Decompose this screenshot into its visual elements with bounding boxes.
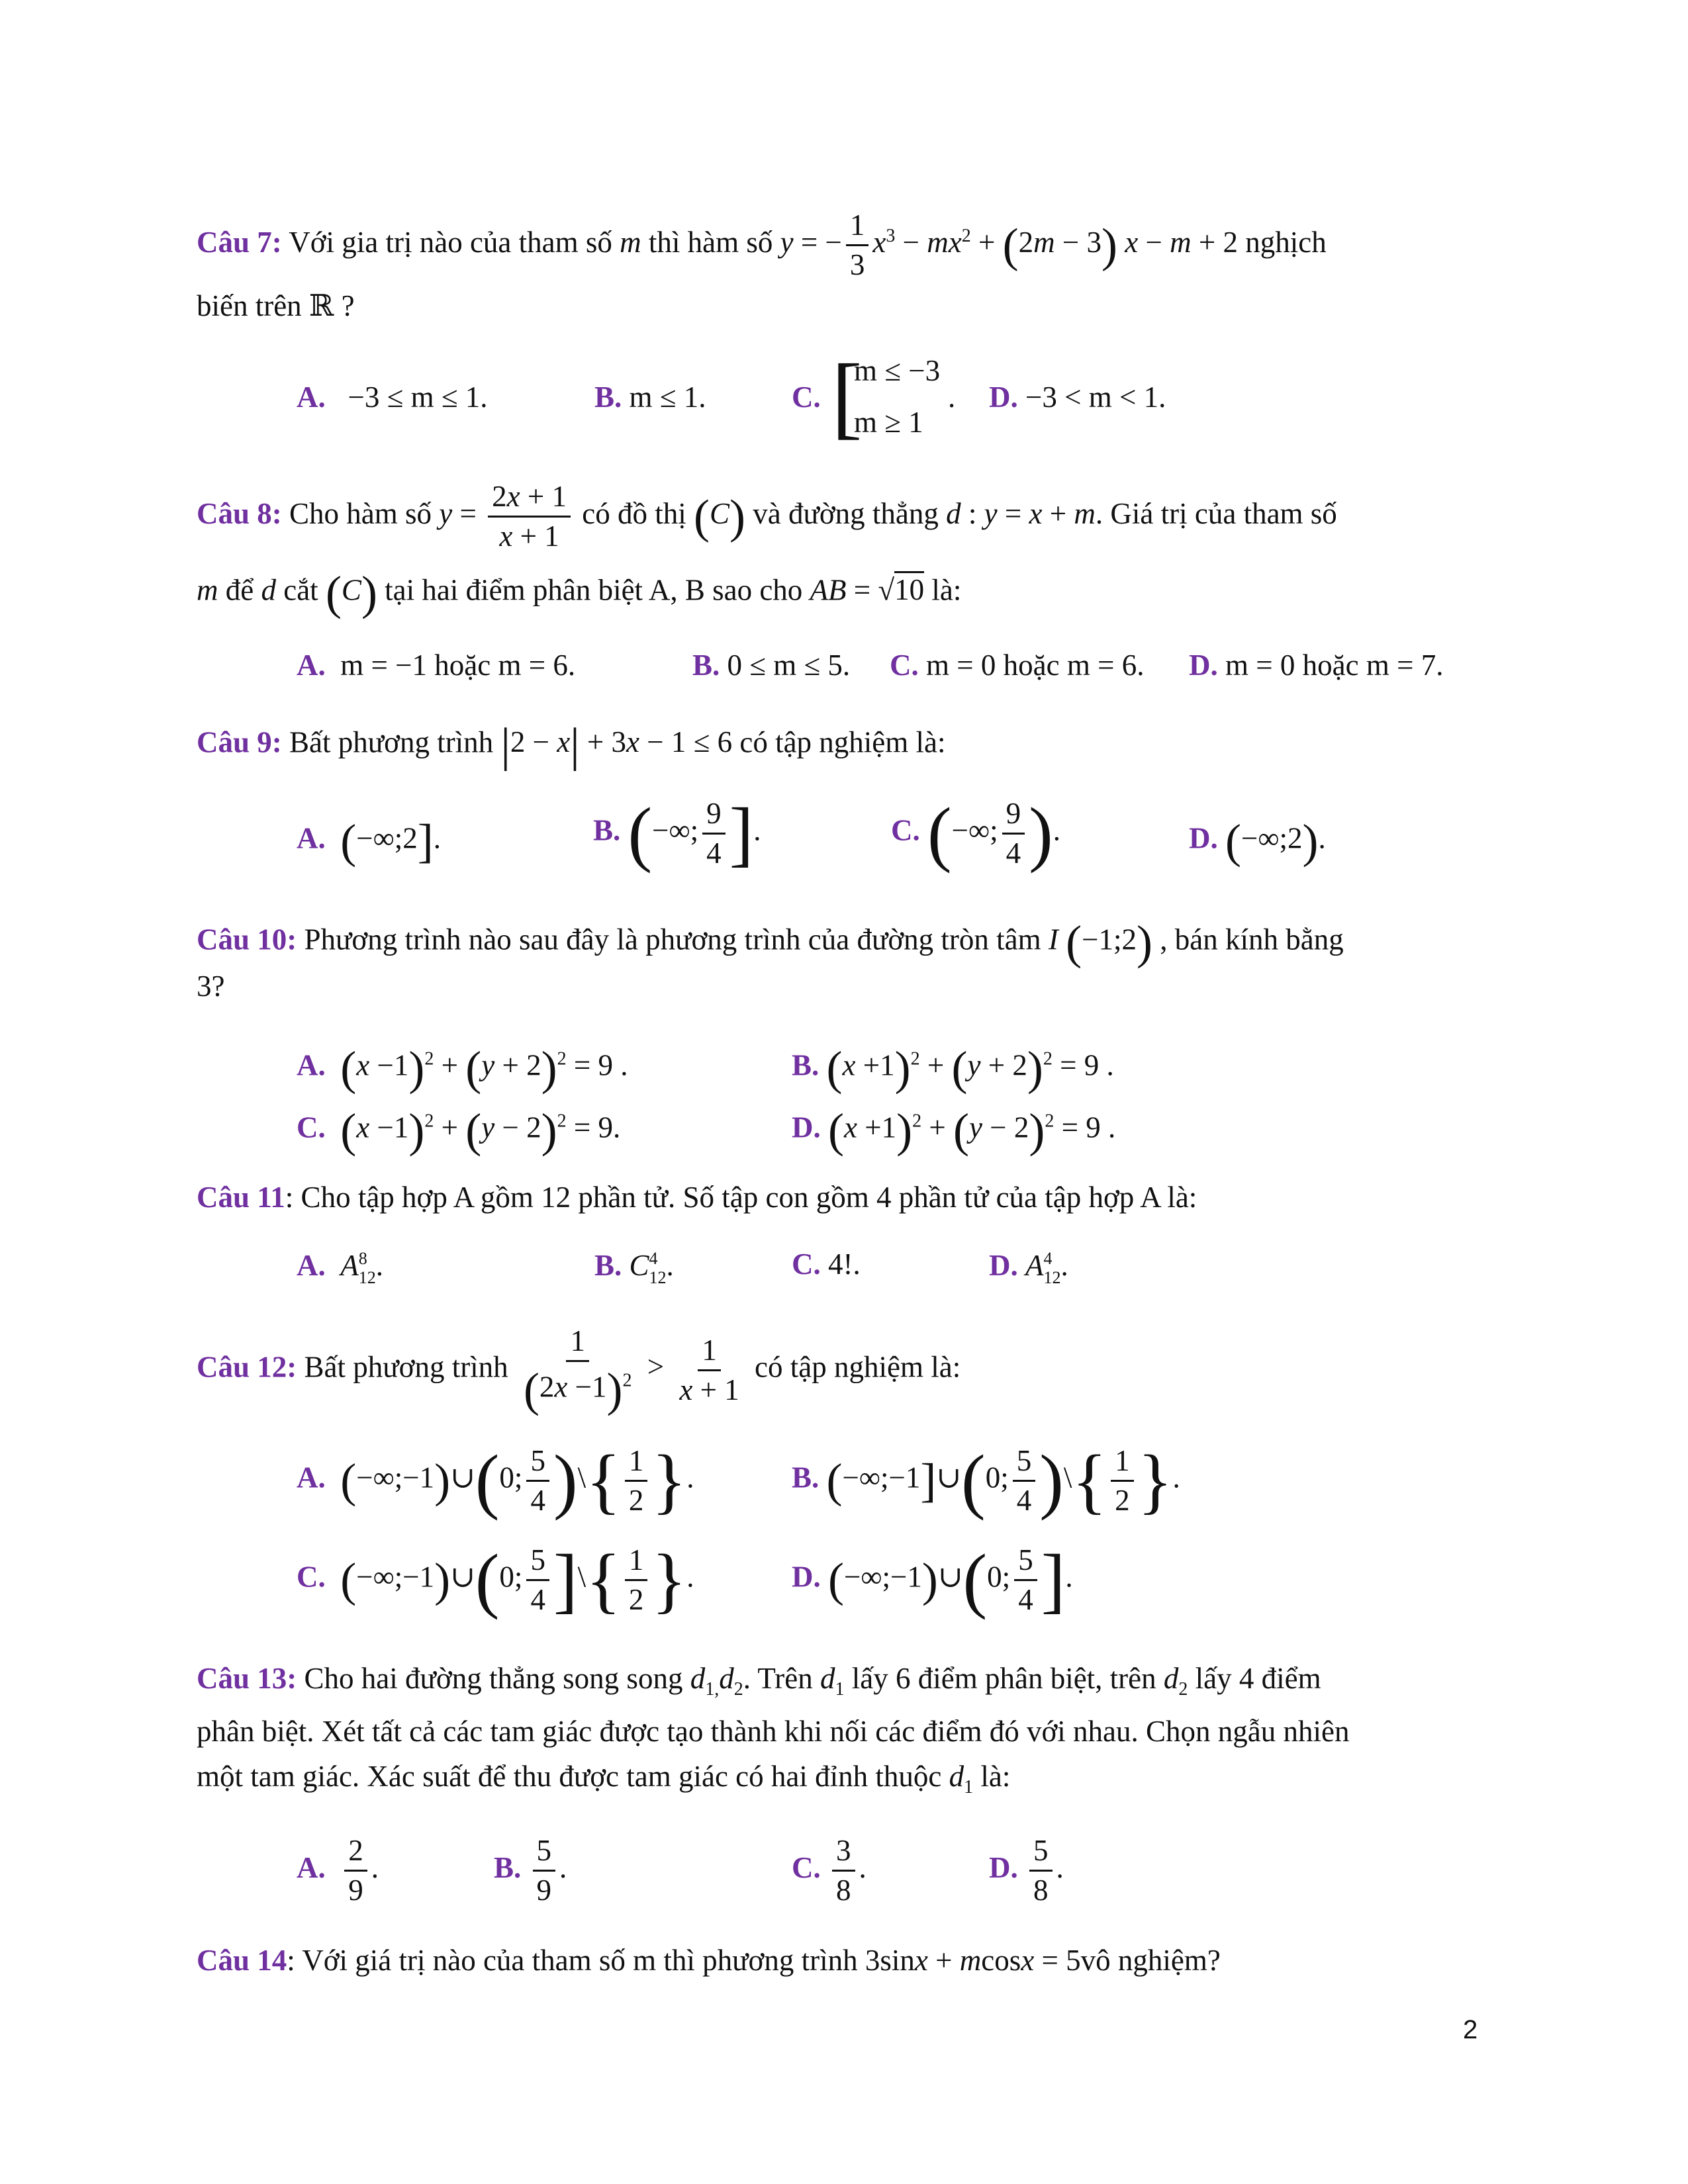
question-9-option-a: A. (−∞;2]. — [297, 815, 441, 868]
question-8-text-a: Cho hàm số — [289, 496, 432, 530]
question-8-option-a — [297, 651, 575, 680]
question-11-label: Câu 11 — [197, 1181, 285, 1214]
question-9 — [197, 719, 946, 772]
question-12-label: Câu 12: — [197, 1350, 297, 1384]
question-7-option-c-dot: . — [948, 381, 956, 414]
question-10-option-c: C. $(x -1)^2 + (y - 2)^2 = 9$. — [297, 1104, 621, 1157]
question-9-text-b: có tập nghiệm là: — [739, 725, 946, 759]
option-label-d: D. — [989, 381, 1018, 414]
question-8-option-d — [1189, 651, 1443, 680]
question-7-option-c-bracket: [ — [831, 345, 863, 448]
question-11-text: : Cho tập hợp A gồm 12 phần tử. Số tập con gồm 4 phần tử của tập hợp A là: — [285, 1181, 1197, 1214]
question-9-label: Câu 9: — [197, 725, 282, 759]
option-label-a: A. — [297, 649, 326, 682]
question-14: Câu 14: Với giá trị nào của tham số m thì phương trình 3sinx + mcosx = 5vô nghiệm? — [197, 1944, 1221, 1977]
question-10-label: Câu 10: — [197, 923, 297, 956]
option-label-a: A. — [297, 381, 326, 414]
question-11-option-c: C. 4!. — [792, 1248, 861, 1281]
question-7-option-c — [792, 383, 821, 412]
option-b-text: 0 ≤ m ≤ 5. — [727, 649, 851, 682]
question-8: Câu 8: Cho hàm số y = $\frac{2x + 1}{x + 1}$ có đồ thị (C) và đường thẳng d : y = x + m. Giá trị của tham số — [197, 480, 1337, 553]
question-7-option-c-line1: m ≤ −3 — [854, 354, 941, 387]
question-13-text-c: lấy 6 điểm phân biệt, trên — [851, 1662, 1156, 1695]
page-number: 2 — [1463, 2015, 1478, 2044]
q13-line3-b: là: — [980, 1760, 1011, 1793]
question-10-text-b: , bán kính bằng — [1160, 923, 1344, 956]
question-11-option-a: A. A 8 12 . — [297, 1248, 383, 1287]
option-label-b: B. — [692, 649, 720, 682]
question-12-option-d: D. (−∞;−1)∪(0; $\frac{5}{4}$ ]. — [792, 1539, 1073, 1620]
question-8-label: Câu 8: — [197, 496, 282, 530]
question-9-option-c: C. (−∞; $\frac{9}{4}$ ). — [891, 793, 1060, 874]
question-14-label: Câu 14 — [197, 1944, 287, 1977]
question-13-option-b: B. $\frac{5}{9}$ . — [494, 1834, 567, 1907]
question-12-inequality: $\frac{1}{(2x -1)^2}$ > $\frac{1}{x + 1}$ — [523, 1324, 739, 1416]
question-14-text-b: vô nghiệm? — [1080, 1944, 1221, 1977]
question-7-label: Câu 7: — [197, 225, 282, 259]
question-8-function: y = $\frac{2x + 1}{x + 1}$ — [439, 497, 575, 530]
question-13-text-d: lấy 4 điểm — [1195, 1662, 1321, 1695]
question-7-option-d — [989, 383, 1166, 412]
question-7: Câu 7: Với gia trị nào của tham số m thì hàm số y = − $\frac{1}{3}$ $x^3 - mx^2 + (2m - 3) x - m + 2$ nghịch — [197, 208, 1327, 281]
option-label-c: C. — [792, 381, 821, 414]
question-7-text-c: nghịch — [1245, 225, 1327, 259]
question-10-text: Phương trình nào sau đây là phương trình của đường tròn tâm — [304, 923, 1041, 956]
question-13-label: Câu 13: — [197, 1662, 297, 1695]
question-11 — [197, 1183, 1197, 1212]
question-10-option-b: B. $(x +1)^2 + (y + 2)^2 = 9$ . — [792, 1042, 1114, 1095]
option-b-text: m ≤ 1. — [629, 381, 706, 414]
question-12 — [197, 1326, 961, 1414]
option-label-d: D. — [1189, 649, 1218, 682]
question-10-option-d: D. $(x +1)^2 + (y - 2)^2 = 9$ . — [792, 1104, 1116, 1157]
question-13-line2: phân biệt. Xét tất cả các tam giác được tạo thành khi nối các điểm đó với nhau. Chọn ngẫu nhiên — [197, 1715, 1350, 1748]
question-13-option-c: C. $\frac{3}{8}$ . — [792, 1834, 867, 1907]
question-8-option-c — [890, 651, 1144, 680]
option-d-text: m = 0 hoặc m = 7. — [1225, 649, 1444, 682]
q8-line2-c: tại hai điểm phân biệt A, B sao cho — [385, 573, 803, 607]
question-12-option-c: C. (−∞;−1)∪(0; $\frac{5}{4}$ ]\{ $\frac{1}{2}$ }. — [297, 1539, 694, 1620]
question-10: Câu 10: Phương trình nào sau đây là phương trình của đường tròn tâm I (−1;2) , bán kính bằng — [197, 916, 1344, 969]
question-13-option-a: A. $\frac{2}{9}$ . — [297, 1834, 379, 1907]
question-13-text-a: Cho hai đường thẳng song song — [304, 1662, 683, 1695]
q8-line2-d: là: — [931, 573, 962, 607]
question-8-text-b: có đồ thị — [582, 496, 686, 530]
question-9-inequality: |2 − x| + 3x − 1 ≤ 6 — [500, 719, 733, 772]
question-13-option-d: D. $\frac{5}{8}$ . — [989, 1834, 1064, 1907]
question-7-text-b: thì hàm số — [648, 225, 773, 259]
question-7-text: Với gia trị nào của tham số — [289, 225, 612, 259]
question-7-option-b — [594, 383, 706, 412]
q8-line2-b: cắt — [283, 573, 318, 607]
question-13-line3: một tam giác. Xác suất để thu được tam giác có hai đỉnh thuộc $d_1$ là: — [197, 1760, 1011, 1797]
question-10-option-a: A. $(x -1)^2 + (y + 2)^2 = 9$ . — [297, 1042, 628, 1095]
q13-line3-a: một tam giác. Xác suất để thu được tam giác có hai đỉnh thuộc — [197, 1760, 942, 1793]
q8-line2-a: để — [225, 573, 254, 607]
question-11-option-b: B. C 4 12 . — [594, 1248, 674, 1287]
option-d-text: −3 < m < 1. — [1025, 381, 1166, 414]
question-12-text-b: có tập nghiệm là: — [755, 1350, 961, 1384]
question-7-function: y = − $\frac{1}{3}$ $x^3 - mx^2 + (2m - 3) x - m + 2$ — [780, 208, 1238, 281]
question-13-text-b: . Trên — [743, 1662, 813, 1695]
question-9-text-a: Bất phương trình — [289, 725, 494, 759]
question-14-text-a: : Với giá trị nào của tham số m thì phương trình — [287, 1944, 858, 1977]
option-c-text: 4!. — [828, 1248, 861, 1281]
question-10-line2: 3? — [197, 970, 225, 1003]
question-7-option-c-line2: m ≥ 1 — [854, 406, 923, 439]
option-a-text: −3 ≤ m ≤ 1. — [348, 381, 488, 414]
question-12-option-a: A. (−∞;−1)∪(0; $\frac{5}{4}$ )\{ $\frac{1}{2}$ }. — [297, 1440, 694, 1521]
question-8-option-b — [692, 651, 850, 680]
question-7-option-a — [297, 383, 488, 412]
question-9-option-b: B. (−∞; $\frac{9}{4}$ ]. — [593, 793, 761, 874]
question-12-text-a: Bất phương trình — [304, 1350, 508, 1384]
question-12-option-b: B. (−∞;−1]∪(0; $\frac{5}{4}$ )\{ $\frac{1}{2}$ }. — [792, 1440, 1180, 1521]
question-8-text-c: và đường thẳng — [753, 496, 939, 530]
option-a-text: m = −1 hoặc m = 6. — [340, 649, 576, 682]
question-7-line2: biến trên ℝ ? — [197, 289, 355, 322]
question-9-option-d: D. (−∞;2). — [1189, 815, 1326, 868]
option-label-c: C. — [890, 649, 919, 682]
question-8-text-d: . Giá trị của tham số — [1095, 496, 1337, 530]
option-label-b: B. — [594, 381, 622, 414]
option-c-text: m = 0 hoặc m = 6. — [926, 649, 1145, 682]
question-13: Câu 13: Cho hai đường thẳng song song $d_{1,}d_2$. Trên $d_1$ lấy 6 điểm phân biệt, trên $d_2$ lấy 4 điểm — [197, 1662, 1321, 1700]
question-11-option-d: D. A 4 12 . — [989, 1248, 1068, 1287]
question-8-line2: m để d cắt (C) tại hai điểm phân biệt A, B sao cho AB = √10 là: — [197, 567, 962, 619]
